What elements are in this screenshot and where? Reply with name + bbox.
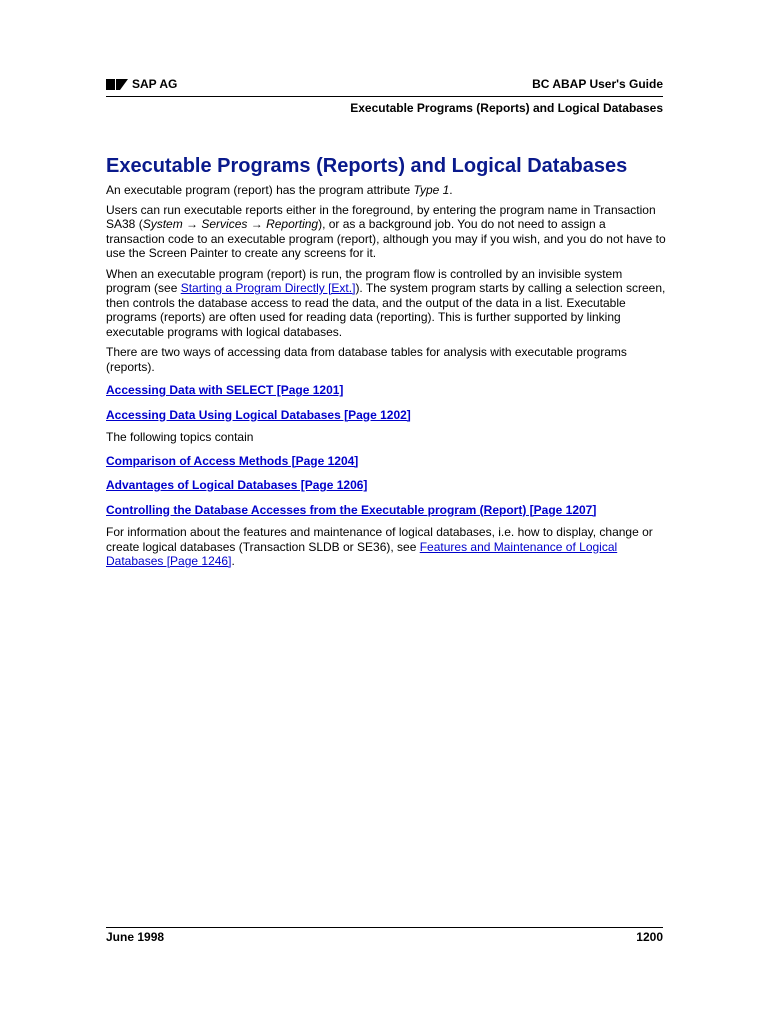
link-comparison[interactable]: Comparison of Access Methods [Page 1204] bbox=[106, 453, 359, 468]
link-starting-program[interactable]: Starting a Program Directly [Ext.] bbox=[180, 281, 356, 295]
page-header bbox=[106, 74, 663, 97]
paragraph-ways: There are two ways of accessing data from database tables for analysis with executable programs (reports). bbox=[106, 345, 627, 374]
link-features-maintenance[interactable]: Features and Maintenance of Logical Databases [Page 1246] bbox=[106, 539, 618, 568]
sap-logo-icon bbox=[106, 79, 128, 90]
link-advantages[interactable]: Advantages of Logical Databases [Page 1206] bbox=[106, 478, 368, 492]
company-name: SAP AG bbox=[132, 77, 178, 91]
guide-title: BC ABAP User's Guide bbox=[532, 77, 663, 91]
section-header: Executable Programs (Reports) and Logical Databases bbox=[350, 101, 663, 115]
page-footer bbox=[106, 927, 663, 948]
main-content bbox=[106, 152, 666, 569]
sap-logo bbox=[106, 77, 177, 91]
page-title: Executable Programs (Reports) and Logical Databases bbox=[106, 155, 628, 177]
paragraph-topics: The following topics contain bbox=[106, 430, 254, 444]
paragraph-run-reports: Users can run executable reports either in the foreground, by entering the program name in Transaction SA38 (System → Services → Reporting), or as a background job. You do not need to assign a transaction code to an executable program (report), although you may if you wish, and you do not have to use the Screen Painter to create any screens for it. bbox=[106, 202, 666, 260]
paragraph-maintenance: For information about the features and maintenance of logical databases, i.e. how to display, change or create logical databases (Transaction SLDB or SE36), see Features and Maintenance of Logical Databases [Page 1246]. bbox=[106, 525, 653, 568]
link-accessing-logical-db[interactable]: Accessing Data Using Logical Databases [Page 1202] bbox=[106, 407, 411, 422]
link-accessing-select[interactable]: Accessing Data with SELECT [Page 1201] bbox=[106, 383, 344, 397]
footer-date: June 1998 bbox=[106, 930, 165, 944]
page-number: 1200 bbox=[636, 930, 663, 944]
paragraph-program-flow: When an executable program (report) is run, the program flow is controlled by an invisible system program (see Starting a Program Directly [Ext.]). The system program starts by calling a selection screen, then controls the database access to read the data, and the output of the data in a list. Executable programs (reports) are often used for reading data (reporting). This is further supported by linking executable programs with logical databases. bbox=[106, 266, 666, 339]
paragraph-type: An executable program (report) has the program attribute Type 1. bbox=[106, 183, 453, 197]
link-controlling[interactable]: Controlling the Database Accesses from the Executable program (Report) [Page 1207] bbox=[106, 502, 597, 517]
